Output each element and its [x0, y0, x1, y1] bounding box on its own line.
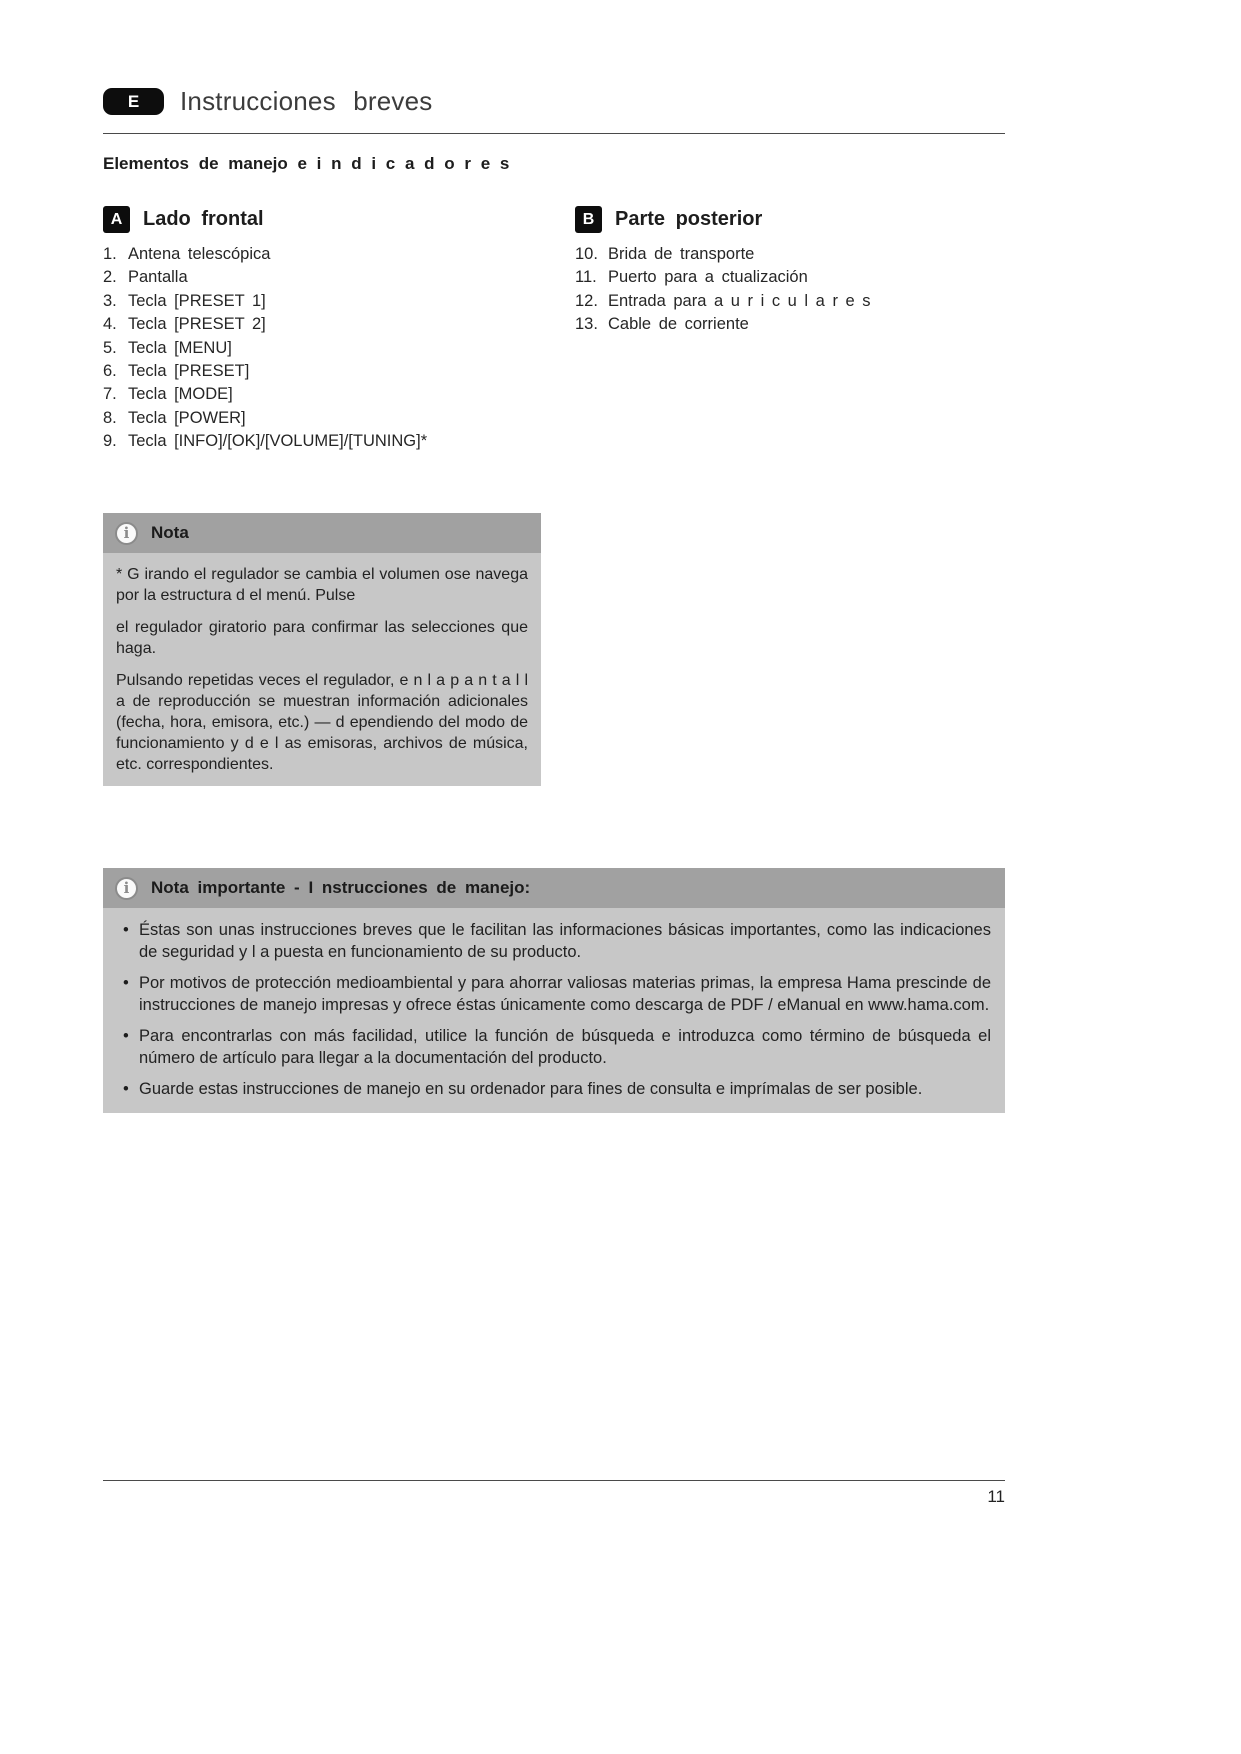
item-number: 10.: [575, 245, 598, 263]
list-item: [103, 290, 551, 313]
controls-subtitle: Elementos de manejo e i n d i c a d o r e s: [103, 154, 510, 173]
item-number: 6.: [103, 362, 117, 381]
bullet-text: Por motivos de protección medioambiental y para ahorrar valiosas materias primas, la empresa Hama prescinde de instrucciones de manejo impresas y ofrece éstas únicamente como descarga de PDF / eManual en www.hama.com.: [139, 974, 991, 1014]
list-item: [103, 383, 551, 406]
info-icon: i: [115, 522, 138, 545]
item-text: Tecla [MENU]: [128, 338, 232, 357]
section-front: [103, 206, 551, 454]
list-item: [575, 313, 1015, 336]
list-item: [575, 290, 1015, 313]
bullet-text: Guarde estas instrucciones de manejo en su ordenador para fines de consulta e imprímalas de ser posible.: [139, 1080, 923, 1098]
note-header: [103, 513, 541, 553]
list-item: [103, 430, 551, 453]
bullet-marker: •: [123, 1027, 129, 1045]
language-badge: E: [103, 88, 164, 115]
section-front-header: [103, 206, 551, 233]
item-number: 12.: [575, 291, 598, 310]
item-number: 1.: [103, 245, 117, 263]
list-item: [103, 337, 551, 360]
bullet-item: [116, 1078, 991, 1100]
item-text: Tecla [POWER]: [128, 408, 246, 427]
item-text: Antena telescópica: [128, 245, 271, 263]
list-item: [103, 407, 551, 430]
item-number: 7.: [103, 385, 117, 404]
item-text: Tecla [PRESET]: [128, 362, 250, 381]
note-title: Nota: [151, 523, 189, 542]
item-text: Tecla [PRESET 2]: [128, 315, 266, 334]
bullet-marker: •: [123, 974, 129, 992]
note-paragraph: Pulsando repetidas veces el regulador, e n l a p a n t a l l a de reproducción se muestran información adicionales (fecha, hora, emisora, etc.) — d ependiendo del modo de funcionamiento y d e l as emisoras, archivos de música, etc. correspondientes.: [116, 672, 528, 773]
section-a-badge: A: [103, 206, 130, 233]
important-note-box: [103, 868, 1005, 1113]
item-number: 9.: [103, 432, 117, 451]
back-list: [575, 243, 1015, 337]
item-number: 8.: [103, 408, 117, 427]
list-item: [103, 266, 551, 289]
header-rule: [103, 133, 1005, 134]
item-text: Brida de transporte: [608, 245, 755, 263]
bullet-text: Para encontrarlas con más facilidad, utilice la función de búsqueda e introduzca como término de búsqueda el número de artículo para llegar a la documentación del producto.: [139, 1027, 991, 1067]
list-item: [103, 360, 551, 383]
item-number: 13.: [575, 315, 598, 334]
note-paragraph: el regulador giratorio para confirmar las selecciones que haga.: [116, 619, 528, 657]
bullet-text: Éstas son unas instrucciones breves que le facilitan las informaciones básicas importantes, como las indicaciones de seguridad y l a puesta en funcionamiento de su producto.: [139, 921, 991, 961]
section-back-header: [575, 206, 1015, 233]
important-note-title: Nota importante - I nstrucciones de manejo:: [151, 878, 531, 897]
note-body: [103, 553, 541, 786]
section-front-title: Lado frontal: [143, 208, 264, 230]
item-text: Tecla [INFO]/[OK]/[VOLUME]/[TUNING]*: [128, 432, 428, 451]
bullet-item: [116, 919, 991, 963]
list-item: [103, 243, 551, 266]
section-back-title: Parte posterior: [615, 208, 763, 230]
bullet-marker: •: [123, 1080, 129, 1098]
section-b-badge: B: [575, 206, 602, 233]
list-item: [575, 243, 1015, 266]
item-number: 2.: [103, 268, 117, 287]
list-item: [103, 313, 551, 336]
page-number: 11: [987, 1487, 1005, 1506]
item-text: Tecla [PRESET 1]: [128, 291, 266, 310]
note-paragraph: * G irando el regulador se cambia el volumen ose navega por la estructura d el menú. Pulse: [116, 566, 528, 604]
item-text: Cable de corriente: [608, 315, 749, 334]
page-title: Instrucciones breves: [180, 86, 433, 116]
info-icon: i: [115, 877, 138, 900]
item-number: 3.: [103, 291, 117, 310]
item-text: Puerto para a ctualización: [608, 268, 808, 287]
bullet-item: [116, 972, 991, 1016]
footer-rule: [103, 1480, 1005, 1481]
important-note-body: [103, 908, 1005, 1113]
list-item: [575, 266, 1015, 289]
item-number: 4.: [103, 315, 117, 334]
item-text: Entrada para a u r i c u l a r e s: [608, 291, 871, 310]
item-number: 5.: [103, 338, 117, 357]
important-note-header: [103, 868, 1005, 908]
bullet-item: [116, 1025, 991, 1069]
item-text: Tecla [MODE]: [128, 385, 233, 404]
page-header: [103, 86, 432, 117]
bullet-marker: •: [123, 921, 129, 939]
item-number: 11.: [575, 268, 597, 287]
item-text: Pantalla: [128, 268, 188, 287]
note-box: [103, 513, 541, 786]
section-back: [575, 206, 1015, 337]
front-list: [103, 243, 551, 454]
